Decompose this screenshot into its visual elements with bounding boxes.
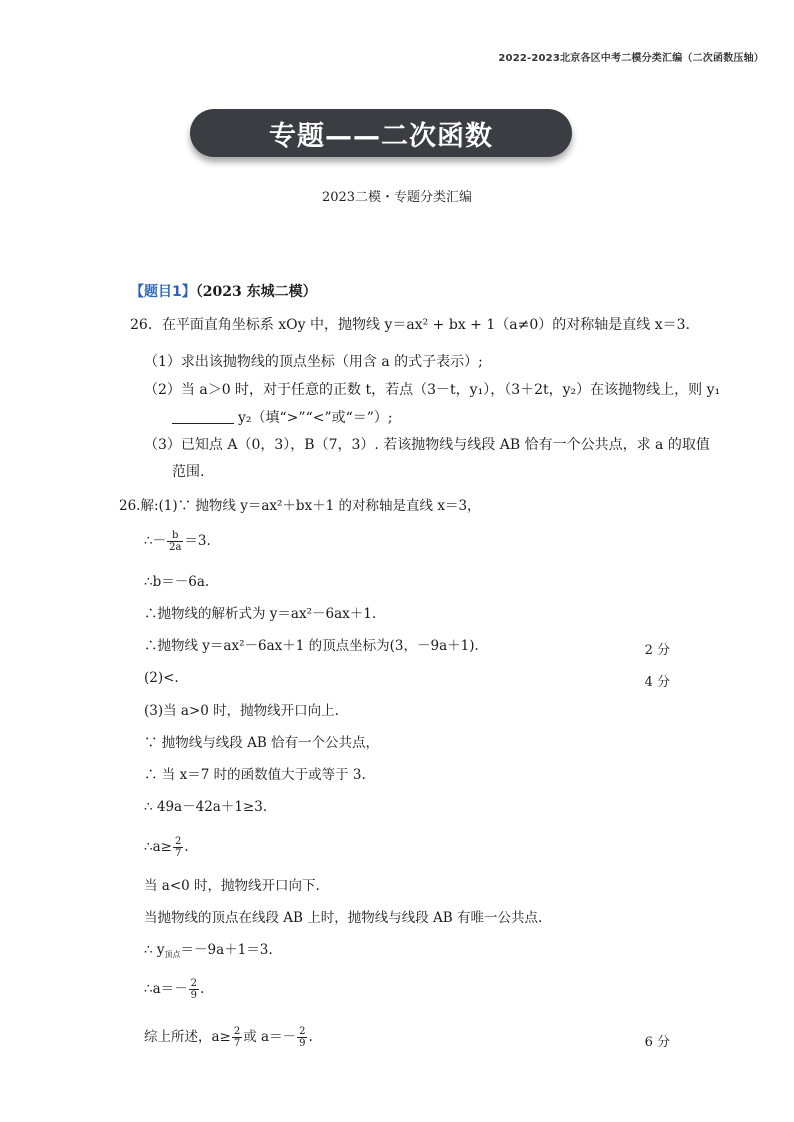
answer-blank xyxy=(172,409,234,424)
question-part2-line2 xyxy=(172,408,393,428)
stem-pre: 在平面直角坐标系 xOy 中，抛物线 xyxy=(161,317,385,333)
sol11-pre: ∴a≥ xyxy=(144,839,172,855)
sol11-post: . xyxy=(184,839,189,855)
title-banner xyxy=(190,109,572,157)
question-tag: 【题目1】 xyxy=(130,284,196,300)
solution-line-14 xyxy=(144,940,273,965)
question-stem xyxy=(130,315,690,335)
question-heading xyxy=(130,282,317,302)
banner-title: 专题——二次函数 xyxy=(269,120,493,152)
question-part1: （1）求出该抛物线的顶点坐标（用含 a 的式子表示）; xyxy=(144,354,483,370)
solution-line-4: ∴抛物线的解析式为 y＝ax²－6ax＋1. xyxy=(144,606,377,622)
sol14-post: ＝－9a＋1＝3. xyxy=(180,942,273,958)
solution-line-11 xyxy=(144,836,189,859)
fraction-b-over-2a xyxy=(167,530,183,553)
solution-line-7: (3)当 a>0 时，抛物线开口向上. xyxy=(144,703,339,719)
question-part3-line1: （3）已知点 A（0，3），B（7，3）. 若该抛物线与线段 AB 恰有一个公共点，求 a 的取值 xyxy=(144,437,710,453)
frac-den: 2a xyxy=(169,542,182,553)
stem-post: 的对称轴是直线 x＝3. xyxy=(552,317,690,333)
question-source: （2023 东城二模） xyxy=(195,284,317,300)
fraction-2-over-7 xyxy=(232,1026,242,1049)
question-part3-line2: 范围. xyxy=(172,464,205,480)
frac-num: 2 xyxy=(299,1026,306,1037)
frac-den: 7 xyxy=(233,1038,241,1049)
solution-line-6: (2)<. xyxy=(144,670,179,686)
solution-line-8: ∵ 抛物线与线段 AB 恰有一个公共点， xyxy=(144,735,380,751)
solution-line-13: 当抛物线的顶点在线段 AB 上时，抛物线与线段 AB 有唯一公共点. xyxy=(144,910,543,926)
frac-num: 2 xyxy=(233,1026,241,1037)
running-header: 2022-2023北京各区中考二模分类汇编（二次函数压轴） xyxy=(498,53,764,64)
solution-line-9: ∴ 当 x＝7 时的函数值大于或等于 3. xyxy=(144,767,366,783)
fraction-2-over-9 xyxy=(189,978,199,1001)
solution-line-5: ∴抛物线 y＝ax²－6ax＋1 的顶点坐标为(3，－9a＋1). xyxy=(144,638,479,654)
frac-num: b xyxy=(167,530,183,542)
part2-tail: y₂（填“>”“<”或“＝”）; xyxy=(238,410,393,426)
fraction-2-over-9 xyxy=(297,1026,307,1049)
solution-line-16 xyxy=(144,1026,313,1049)
sol2-pre: ∴－ xyxy=(144,533,167,549)
stem-formula: y＝ax² + bx + 1（a≠0） xyxy=(384,317,553,333)
sol16-pre: 综上所述，a≥ xyxy=(144,1029,231,1045)
solution-line-1: 26.解:(1)∵ 抛物线 y＝ax²＋bx＋1 的对称轴是直线 x＝3， xyxy=(119,498,481,514)
solution-line-15 xyxy=(144,978,204,1001)
frac-den: 7 xyxy=(174,848,182,859)
subtitle: 2023二模・专题分类汇编 xyxy=(321,190,473,205)
frac-num: 2 xyxy=(174,836,182,847)
sol16-post: . xyxy=(308,1029,313,1045)
score-2: 2 分 xyxy=(644,643,670,658)
solution-line-12: 当 a<0 时，抛物线开口向下. xyxy=(144,878,320,894)
frac-den: 9 xyxy=(190,990,198,1001)
frac-num: 2 xyxy=(190,978,198,989)
fraction-2-over-7 xyxy=(173,836,183,859)
solution-line-2 xyxy=(144,530,211,553)
score-6: 6 分 xyxy=(644,1035,670,1050)
question-number: 26． xyxy=(130,317,162,333)
solution-line-3: ∴b＝－6a. xyxy=(144,574,210,590)
score-4: 4 分 xyxy=(644,675,670,690)
sol14-sub: 顶点 xyxy=(164,950,181,959)
sol2-post: ＝3. xyxy=(184,533,211,549)
sol14-pre: ∴ y xyxy=(144,942,165,958)
question-part2-line1: （2）当 a＞0 时，对于任意的正数 t，若点（3－t，y₁），（3＋2t，y₂）在该抛物线上，则 y₁ xyxy=(144,382,721,398)
sol15-post: . xyxy=(200,981,205,997)
sol15-pre: ∴a＝－ xyxy=(144,981,188,997)
sol16-mid: 或 a＝－ xyxy=(243,1029,297,1045)
solution-line-10: ∴ 49a－42a＋1≥3. xyxy=(144,799,268,815)
frac-den: 9 xyxy=(299,1038,306,1049)
